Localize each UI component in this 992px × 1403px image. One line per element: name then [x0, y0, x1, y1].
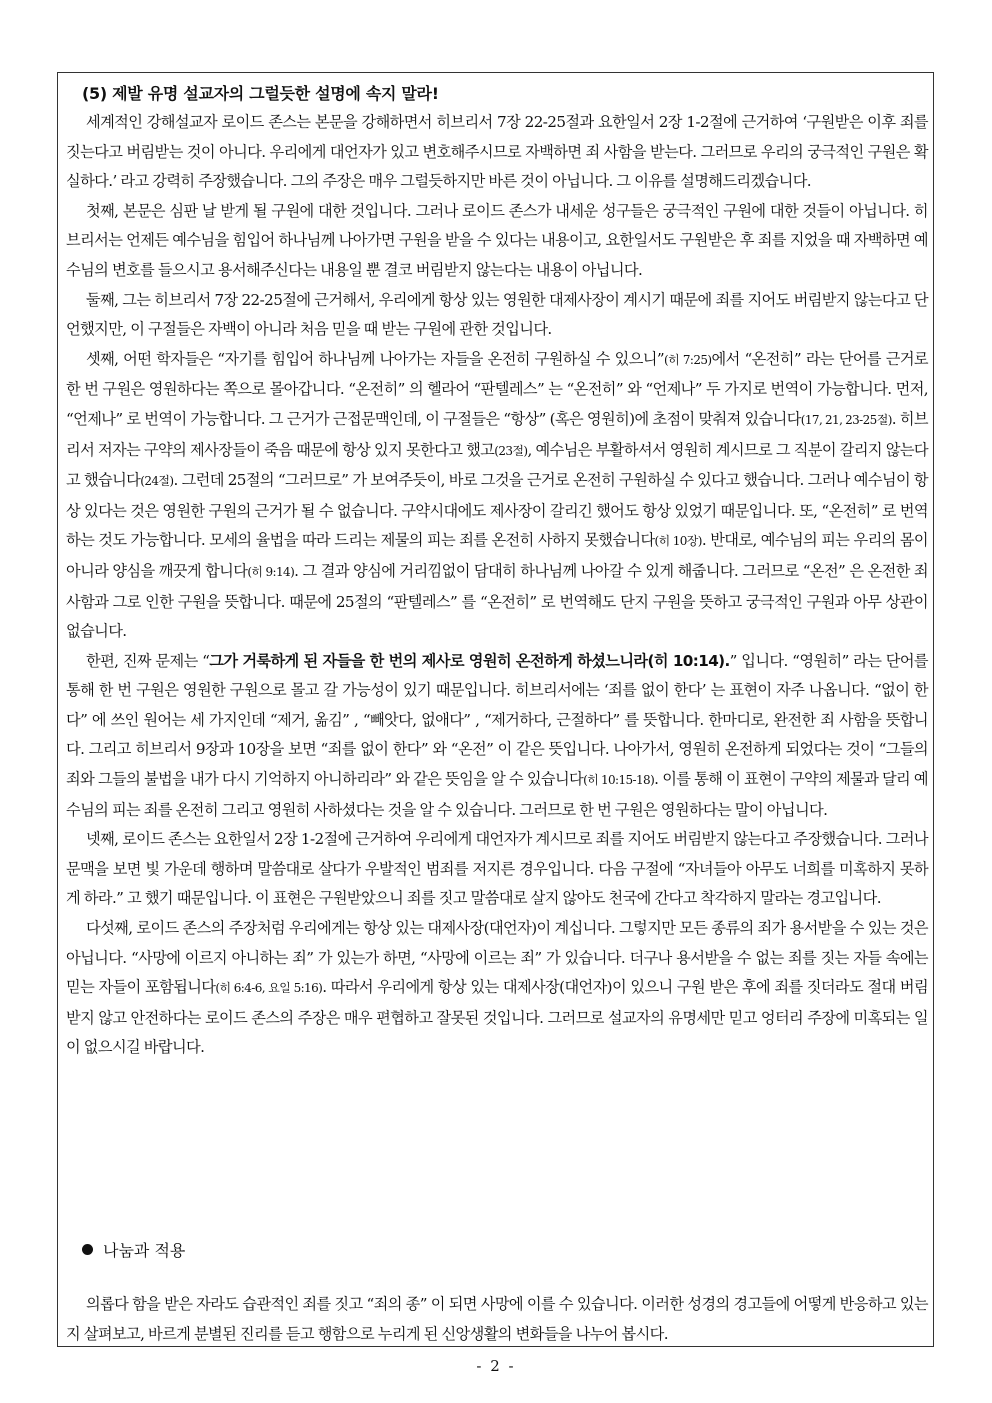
- scripture-reference: (히 10:15-18): [583, 773, 655, 788]
- scripture-reference: (히 6:4-6, 요일 5:16): [215, 981, 323, 996]
- scripture-reference: (히 7:25): [664, 352, 712, 367]
- scripture-reference: (23절): [494, 443, 528, 458]
- scripture-reference: (17, 21, 23-25절): [800, 412, 892, 427]
- scripture-reference: (히 10장): [654, 534, 702, 549]
- text-run: . 따라서 우리에게 항상 있는 대제사장(대언자)이 있으니 구원 받은 후에 죄를 짓더라도 절대 버림받지 않고 안전하다는 로이드 존스의 주장은 매우 편협하고 잘못된 것입니다. 그러므로 설교자의 유명세만 믿고 엉터리 주장에 미혹되는 일이 없으시길 바랍니다.: [66, 978, 929, 1057]
- paragraph-fifth: [66, 914, 928, 1063]
- section-title-text: 나눔과 적용: [103, 1241, 186, 1260]
- text-run: ” 입니다. “영원히” 라는 단어를 통해 한 번 구원은 영원한 구원으로 몰고 갈 가능성이 있기 때문입니다. 히브리서에는 ‘죄를 없이 한다’ 는 표현이 자주 나옵니다. “없이 한다” 에 쓰인 원어는 세 가지인데 “제거, 옮김” , “빼앗다, 없애다” , “제거하다, 근절하다” 를 뜻합니다. 한마디로, 완전한 죄 사함을 뜻합니다. 그리고 히브리서 9장과 10장을 보면 “죄를 없이 한다” 와 “온전” 이 같은 뜻입니다. 나아가서, 영원히 온전하게 되었다는 것이 “그들의 죄와 그들의 불법을 내가 다시 기억하지 아니하리라” 와 같은 뜻임을 알 수 있습니다: [66, 651, 928, 789]
- main-content: [66, 80, 928, 1063]
- text-run: 에서 “온전히” 라는 단어를 근거로 한 번 구원은 영원하다는 쪽으로 몰아갑니다. “온전히” 의 헬라어 “판텔레스” 는 “온전히” 와 “언제나” 두 가지로 번역이 가능합니다. 먼저, “언제나” 로 번역이 가능합니다. 그 근거가 근접문맥인데, 이 구절들은 “항상” (혹은 영원히)에 초점이 맞춰져 있습니다: [66, 349, 929, 428]
- paragraph-real-problem: [66, 647, 928, 826]
- paragraph-second: 둘째, 그는 히브리서 7장 22-25절에 근거해서, 우리에게 항상 있는 영원한 대제사장이 계시기 때문에 죄를 지어도 버림받지 않는다고 단언했지만, 이 구절들은 자백이 아니라 처음 믿을 때 받는 구원에 관한 것입니다.: [66, 290, 928, 339]
- text-run: . 이를 통해 이 표현이 구약의 제물과 달리 예수님의 피는 죄를 온전히 그리고 영원히 사하셨다는 것을 알 수 있습니다. 그러므로 한 번 구원은 영원하다는 말이 아닙니다.: [66, 770, 929, 819]
- key-verse-bold: 그가 거룩하게 된 자들을 한 번의 제사로 영원히 온전하게 하셨느니라(히 10:14).: [209, 651, 730, 670]
- paragraph-intro: 세계적인 강해설교자 로이드 존스는 본문을 강해하면서 히브리서 7장 22-25절과 요한일서 2장 1-2절에 근거하여 ‘구원받은 이후 죄를 짓는다고 버림받는 것이 아니다. 우리에게 대언자가 있고 변호해주시므로 자백하면 죄 사함을 받는다. 그러므로 우리의 궁극적인 구원은 확실하다.’ 라고 강력히 주장했습니다. 그의 주장은 매우 그럴듯하지만 바른 것이 아닙니다. 그 이유를 설명해드리겠습니다.: [66, 113, 928, 191]
- text-run: . 히브리서 저자는 구약의 제사장들이 죽음 때문에 항상 있지 못한다고 했고: [66, 409, 928, 459]
- sharing-section-title: [82, 1238, 185, 1261]
- text-run: . 그 결과 양심에 거리낌없이 담대히 하나님께 나아갈 수 있게 해줍니다. 그러므로 “온전” 은 온전한 죄 사함과 그로 인한 구원을 뜻합니다. 때문에 25절의 “판텔레스” 를 “온전히” 로 번역해도 단지 구원을 뜻하고 궁극적인 구원과 아무 상관이 없습니다.: [66, 561, 928, 641]
- page-number: - 2 -: [476, 1357, 516, 1375]
- paragraph-application: 의롭다 함을 받은 자라도 습관적인 죄를 짓고 “죄의 종” 이 되면 사망에 이를 수 있습니다. 이러한 성경의 경고들에 어떻게 반응하고 있는지 살펴보고, 바르게 분별된 진리를 듣고 행함으로 누리게 된 신앙생활의 변화들을 나누어 봅시다.: [66, 1295, 928, 1343]
- text-run: 한편, 진짜 문제는 “: [86, 651, 210, 670]
- section-heading: (5) 제발 유명 설교자의 그럴듯한 설명에 속지 말라!: [82, 84, 439, 103]
- text-run: 셋째, 어떤 학자들은 “자기를 힘입어 하나님께 나아가는 자들을 온전히 구원하실 수 있으니”: [86, 349, 665, 368]
- text-run: , 예수님은 부활하셔서 영원히 계시므로 그 직분이 갈리지 않는다고 했습니다: [66, 440, 929, 490]
- text-run: 다섯째, 로이드 존스의 주장처럼 우리에게는 항상 있는 대제사장(대언자)이 계십니다. 그렇지만 모든 종류의 죄가 용서받을 수 있는 것은 아닙니다. “사망에 이르지 아니하는 죄” 가 있는가 하면, “사망에 이르는 죄” 가 있습니다. 더구나 용서받을 수 없는 죄를 짓는 자들 속에는 믿는 자들이 포함됩니다: [66, 919, 928, 997]
- closing-block: [66, 1290, 928, 1349]
- text-run: . 반대로, 예수님의 피는 우리의 몸이 아니라 양심을 깨끗게 합니다: [66, 531, 928, 580]
- paragraph-first: 첫째, 본문은 심판 날 받게 될 구원에 대한 것입니다. 그러나 로이드 존스가 내세운 성구들은 궁극적인 구원에 대한 것들이 아닙니다. 히브리서는 언제든 예수님을 힘입어 하나님께 나아가면 구원을 받을 수 있다는 내용이고, 요한일서도 구원받은 후 죄를 지었을 때 자백하면 예수님의 변호를 들으시고 용서해주신다는 내용일 뿐 결코 버림받지 않는다는 내용이 아닙니다.: [66, 201, 928, 279]
- bullet-icon: [82, 1244, 93, 1255]
- scripture-reference: (24절): [140, 474, 174, 489]
- paragraph-fourth: 넷째, 로이드 존스는 요한일서 2장 1-2절에 근거하여 우리에게 대언자가 계시므로 죄를 지어도 버림받지 않는다고 주장했습니다. 그러나 문맥을 보면 빛 가운데 행하며 말씀대로 살다가 우발적인 범죄를 저지른 경우입니다. 다음 구절에 “자녀들아 아무도 너희를 미혹하지 못하게 하라.” 고 했기 때문입니다. 이 표현은 구원받았으니 죄를 짓고 말씀대로 살지 않아도 천국에 간다고 착각하지 말라는 경고입니다.: [66, 830, 928, 908]
- text-run: . 그런데 25절의 “그러므로” 가 보여주듯이, 바로 그것을 근거로 온전히 구원하실 수 있다고 했습니다. 그러나 예수님이 항상 있다는 것은 영원한 구원의 근거가 될 수 없습니다. 구약시대에도 제사장이 갈리긴 했어도 항상 있었기 때문입니다. 또, “온전히” 로 번역하는 것도 가능합니다. 모세의 율법을 따라 드리는 제물의 피는 죄를 온전히 사하지 못했습니다: [66, 471, 928, 550]
- paragraph-third: [66, 345, 928, 647]
- scripture-reference: (히 9:14): [247, 564, 295, 579]
